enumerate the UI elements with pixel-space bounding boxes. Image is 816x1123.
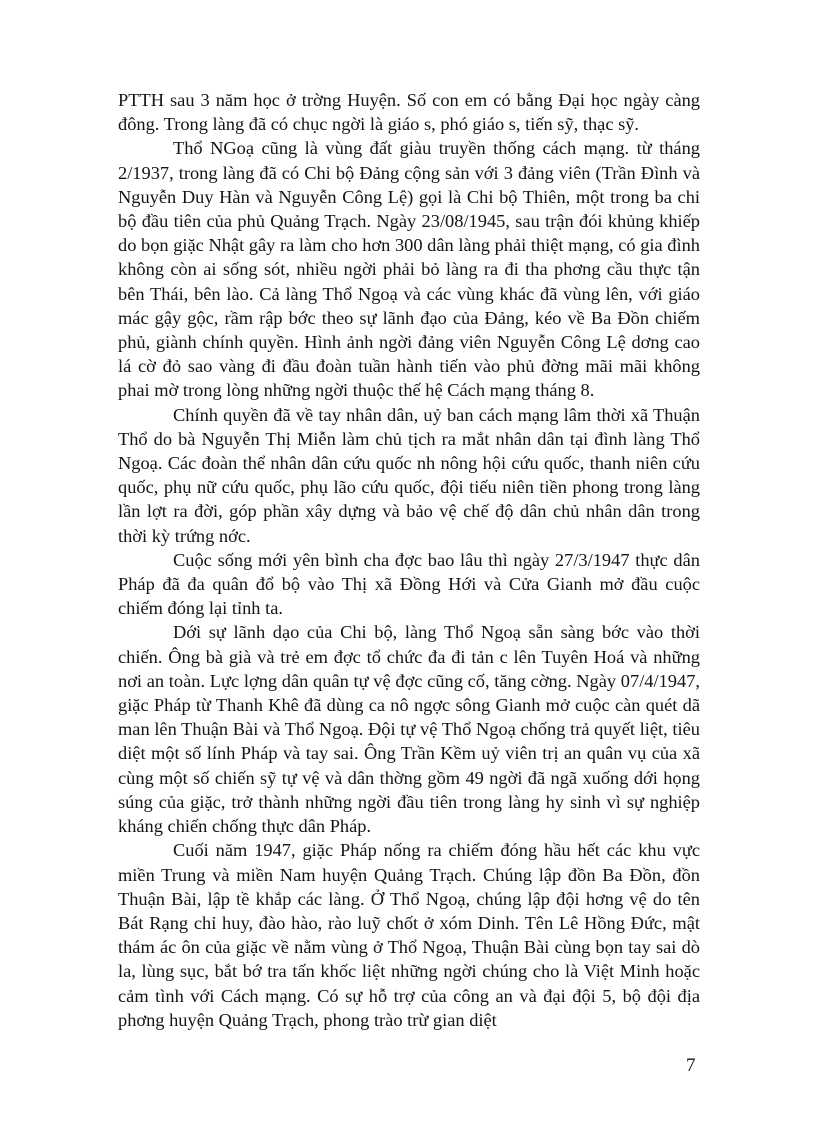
page-number: 7 — [686, 1055, 696, 1076]
paragraph-1: PTTH sau 3 năm học ở trờng Huyện. Số con em có bằng Đại học ngày càng đông. Trong làng đã có chục ngời là giáo s, phó giáo s, tiến sỹ, thạc sỹ. — [118, 90, 700, 135]
paragraph-3: Chính quyền đã về tay nhân dân, uỷ ban cách mạng lâm thời xã Thuận Thổ do bà Nguyễn Thị Miễn làm chủ tịch ra mắt nhân dân tại đình làng Thổ Ngoạ. Các đoàn thể nhân dân cứu quốc nh nông hội cứu quốc, thanh niên cứu quốc, phụ nữ cứu quốc, phụ lão cứu quốc, đội tiếu niên tiền phong trong làng lần lợt ra đời, góp phần xây dựng và bảo vệ chế độ dân chủ nhân dân trong thời kỳ trứng nớc. — [118, 404, 700, 546]
page-body — [118, 88, 700, 1032]
paragraph-2: Thổ NGoạ cũng là vùng đất giàu truyền thống cách mạng. từ tháng 2/1937, trong làng đã có Chi bộ Đảng cộng sản với 3 đảng viên (Trần Đình và Nguyễn Duy Hàn và Nguyễn Công Lệ) gọi là Chi bộ Thiên, một trong ba chi bộ đầu tiên của phủ Quảng Trạch. Ngày 23/08/1945, sau trận đói khủng khiếp do bọn giặc Nhật gây ra làm cho hơn 300 dân làng phải thiệt mạng, có gia đình không còn ai sống sót, nhiều ngời phải bỏ làng ra đi tha phơng cầu thực tận bên Thái, bên lào. Cả làng Thổ Ngoạ và các vùng khác đã vùng lên, với giáo mác gậy gộc, rầm rập bớc theo sự lãnh đạo của Đảng, kéo về Ba Đồn chiếm phủ, giành chính quyền. Hình ảnh ngời đảng viên Nguyễn Công Lệ dơng cao lá cờ đỏ sao vàng đi đầu đoàn tuần hành tiến vào phủ đờng mãi mãi không phai mờ trong lòng những ngời thuộc thế hệ Cách mạng tháng 8. — [118, 138, 700, 401]
paragraph-6: Cuối năm 1947, giặc Pháp nống ra chiếm đóng hầu hết các khu vực miền Trung và miền Nam huyện Quảng Trạch. Chúng lập đồn Ba Đồn, đồn Thuận Bài, lập tề khắp các làng. Ở Thổ Ngoạ, chúng lập đội hơng vệ do tên Bát Rạng chỉ huy, đào hào, rào luỹ chốt ở xóm Dinh. Tên Lê Hồng Đức, mật thám ác ôn của giặc về nằm vùng ở Thổ Ngoạ, Thuận Bài cùng bọn tay sai dò la, lùng sục, bắt bớ tra tấn khốc liệt những ngời chúng cho là Việt Minh hoặc cảm tình với Cách mạng. Có sự hỗ trợ của công an và đại đội 5, bộ đội địa phơng huyện Quảng Trạch, phong trào trừ gian diệt — [118, 840, 700, 1030]
paragraph-4: Cuộc sống mới yên bình cha đợc bao lâu thì ngày 27/3/1947 thực dân Pháp đã đa quân đổ bộ vào Thị xã Đồng Hới và Cửa Gianh mở đầu cuộc chiếm đóng lại tỉnh ta. — [118, 549, 700, 619]
paragraph-5: Dới sự lãnh dạo của Chi bộ, làng Thổ Ngoạ sẵn sàng bớc vào thời chiến. Ông bà già và trẻ em đợc tổ chức đa đi tản c lên Tuyên Hoá và những nơi an toàn. Lực lợng dân quân tự vệ đợc cũng cố, tăng cờng. Ngày 07/4/1947, giặc Pháp từ Thanh Khê đã dùng ca nô ngợc sông Gianh mở cuộc càn quét dã man lên Thuận Bài và Thổ Ngoạ. Đội tự vệ Thổ Ngoạ chống trả quyết liệt, tiêu diệt một số lính Pháp và tay sai. Ông Trần Kềm uỷ viên trị an quân vụ của xã cùng một số chiến sỹ tự vệ và dân thờng gồm 49 ngời đã ngã xuống dới họng súng của giặc, trở thành những ngời đầu tiên trong làng hy sinh vì sự nghiệp kháng chiến chống thực dân Pháp. — [118, 622, 700, 837]
